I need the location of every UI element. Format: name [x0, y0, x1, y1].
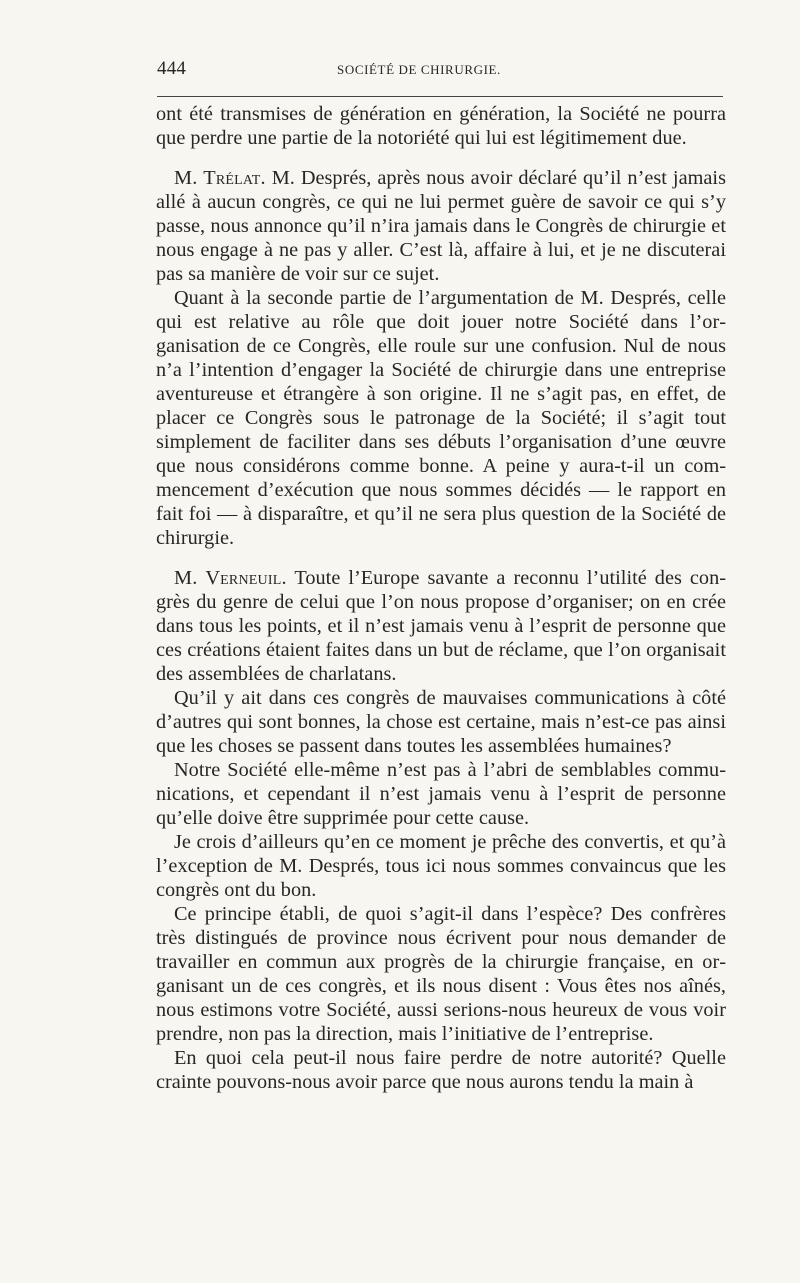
paragraph-trelat [156, 166, 726, 286]
paragraph-argumentation: Quant à la seconde partie de l’argumentation de M. Després, celle qui est relative au rôle que doit jouer notre Société dans l’organisation de ce Congrès, elle roule sur une confusion. Nul de nous n’a l’intention d’engager la Société de chirurgie dans une entreprise aventureuse et étrangère à son origine. Il ne s’agit pas, en effet, de placer ce Congrès sous le patronage de la Société; il s’agit tout simplement de faciliter dans ses débuts l’organisation d’une œuvre que nous considérons comme bonne. A peine y aura-t-il un commencement d’exécution que nous sommes décidés — le rapport en fait foi — à disparaître, et qu’il ne sera plus question de la Société de chirurgie. [156, 287, 726, 549]
paragraph-verneuil [156, 566, 726, 686]
header-rule [157, 96, 723, 97]
paragraph-convertis: Je crois d’ailleurs qu’en ce moment je prêche des convertis, et qu’à l’exception de M. Després, tous ici nous sommes convaincus que les congrès ont du bon. [156, 831, 726, 901]
paragraph-congres: Qu’il y ait dans ces congrès de mauvaises communications à côté d’autres qui sont bonnes, la chose est certaine, mais n’est-ce pas ainsi que les choses se passent dans toutes les assemblées humaines? [156, 687, 726, 757]
page-header [157, 58, 723, 82]
speaker-trelat: M. Trélat. [174, 167, 266, 189]
paragraph-verneuil-text: Toute l’Europe savante a reconnu l’utilité des congrès du genre de celui que l’on nous propose d’organiser; on en crée dans tous les points, et il n’est jamais venu à l’esprit de personne que ces créations étaient faites dans un but de réclame, que l’on organisait des assemblées de charlatans. [156, 567, 726, 685]
speaker-verneuil: M. Verneuil. [174, 567, 287, 589]
paragraph-principe: Ce principe établi, de quoi s’agit-il dans l’espèce? Des confrères très distingués de province nous écrivent pour nous demander de travailler en commun aux progrès de la chirurgie française, en organisant un de ces congrès, et ils nous disent : Vous êtes nos aînés, nous estimons votre Société, aussi serions-nous heureux de vous voir prendre, non pas la direction, mais l’initiative de l’entreprise. [156, 903, 726, 1045]
running-head: SOCIÉTÉ DE CHIRURGIE. [337, 62, 501, 77]
page-number: 444 [157, 58, 187, 79]
paragraph-autorite: En quoi cela peut-il nous faire perdre de notre autorité? Quelle crainte pouvons-nous avoir parce que nous aurons tendu la main à [156, 1047, 726, 1093]
paragraph-trelat-text: M. Després, après nous avoir déclaré qu’il n’est jamais allé à aucun congrès, ce qui ne lui permet guère de savoir ce qui s’y passe, nous annonce qu’il n’ira jamais dans le Congrès de chirurgie et nous engage à ne pas y aller. C’est là, affaire à lui, et je ne discuterai pas sa manière de voir sur ce sujet. [156, 167, 726, 285]
paragraph-continued: ont été transmises de génération en génération, la Société ne pourra que perdre une partie de la notoriété qui lui est légitimement due. [156, 103, 726, 149]
body-text [156, 102, 726, 1094]
paragraph-societe: Notre Société elle-même n’est pas à l’abri de semblables communications, et cependant il n’est jamais venu à l’esprit de personne qu’elle doive être supprimée pour cette cause. [156, 759, 726, 829]
